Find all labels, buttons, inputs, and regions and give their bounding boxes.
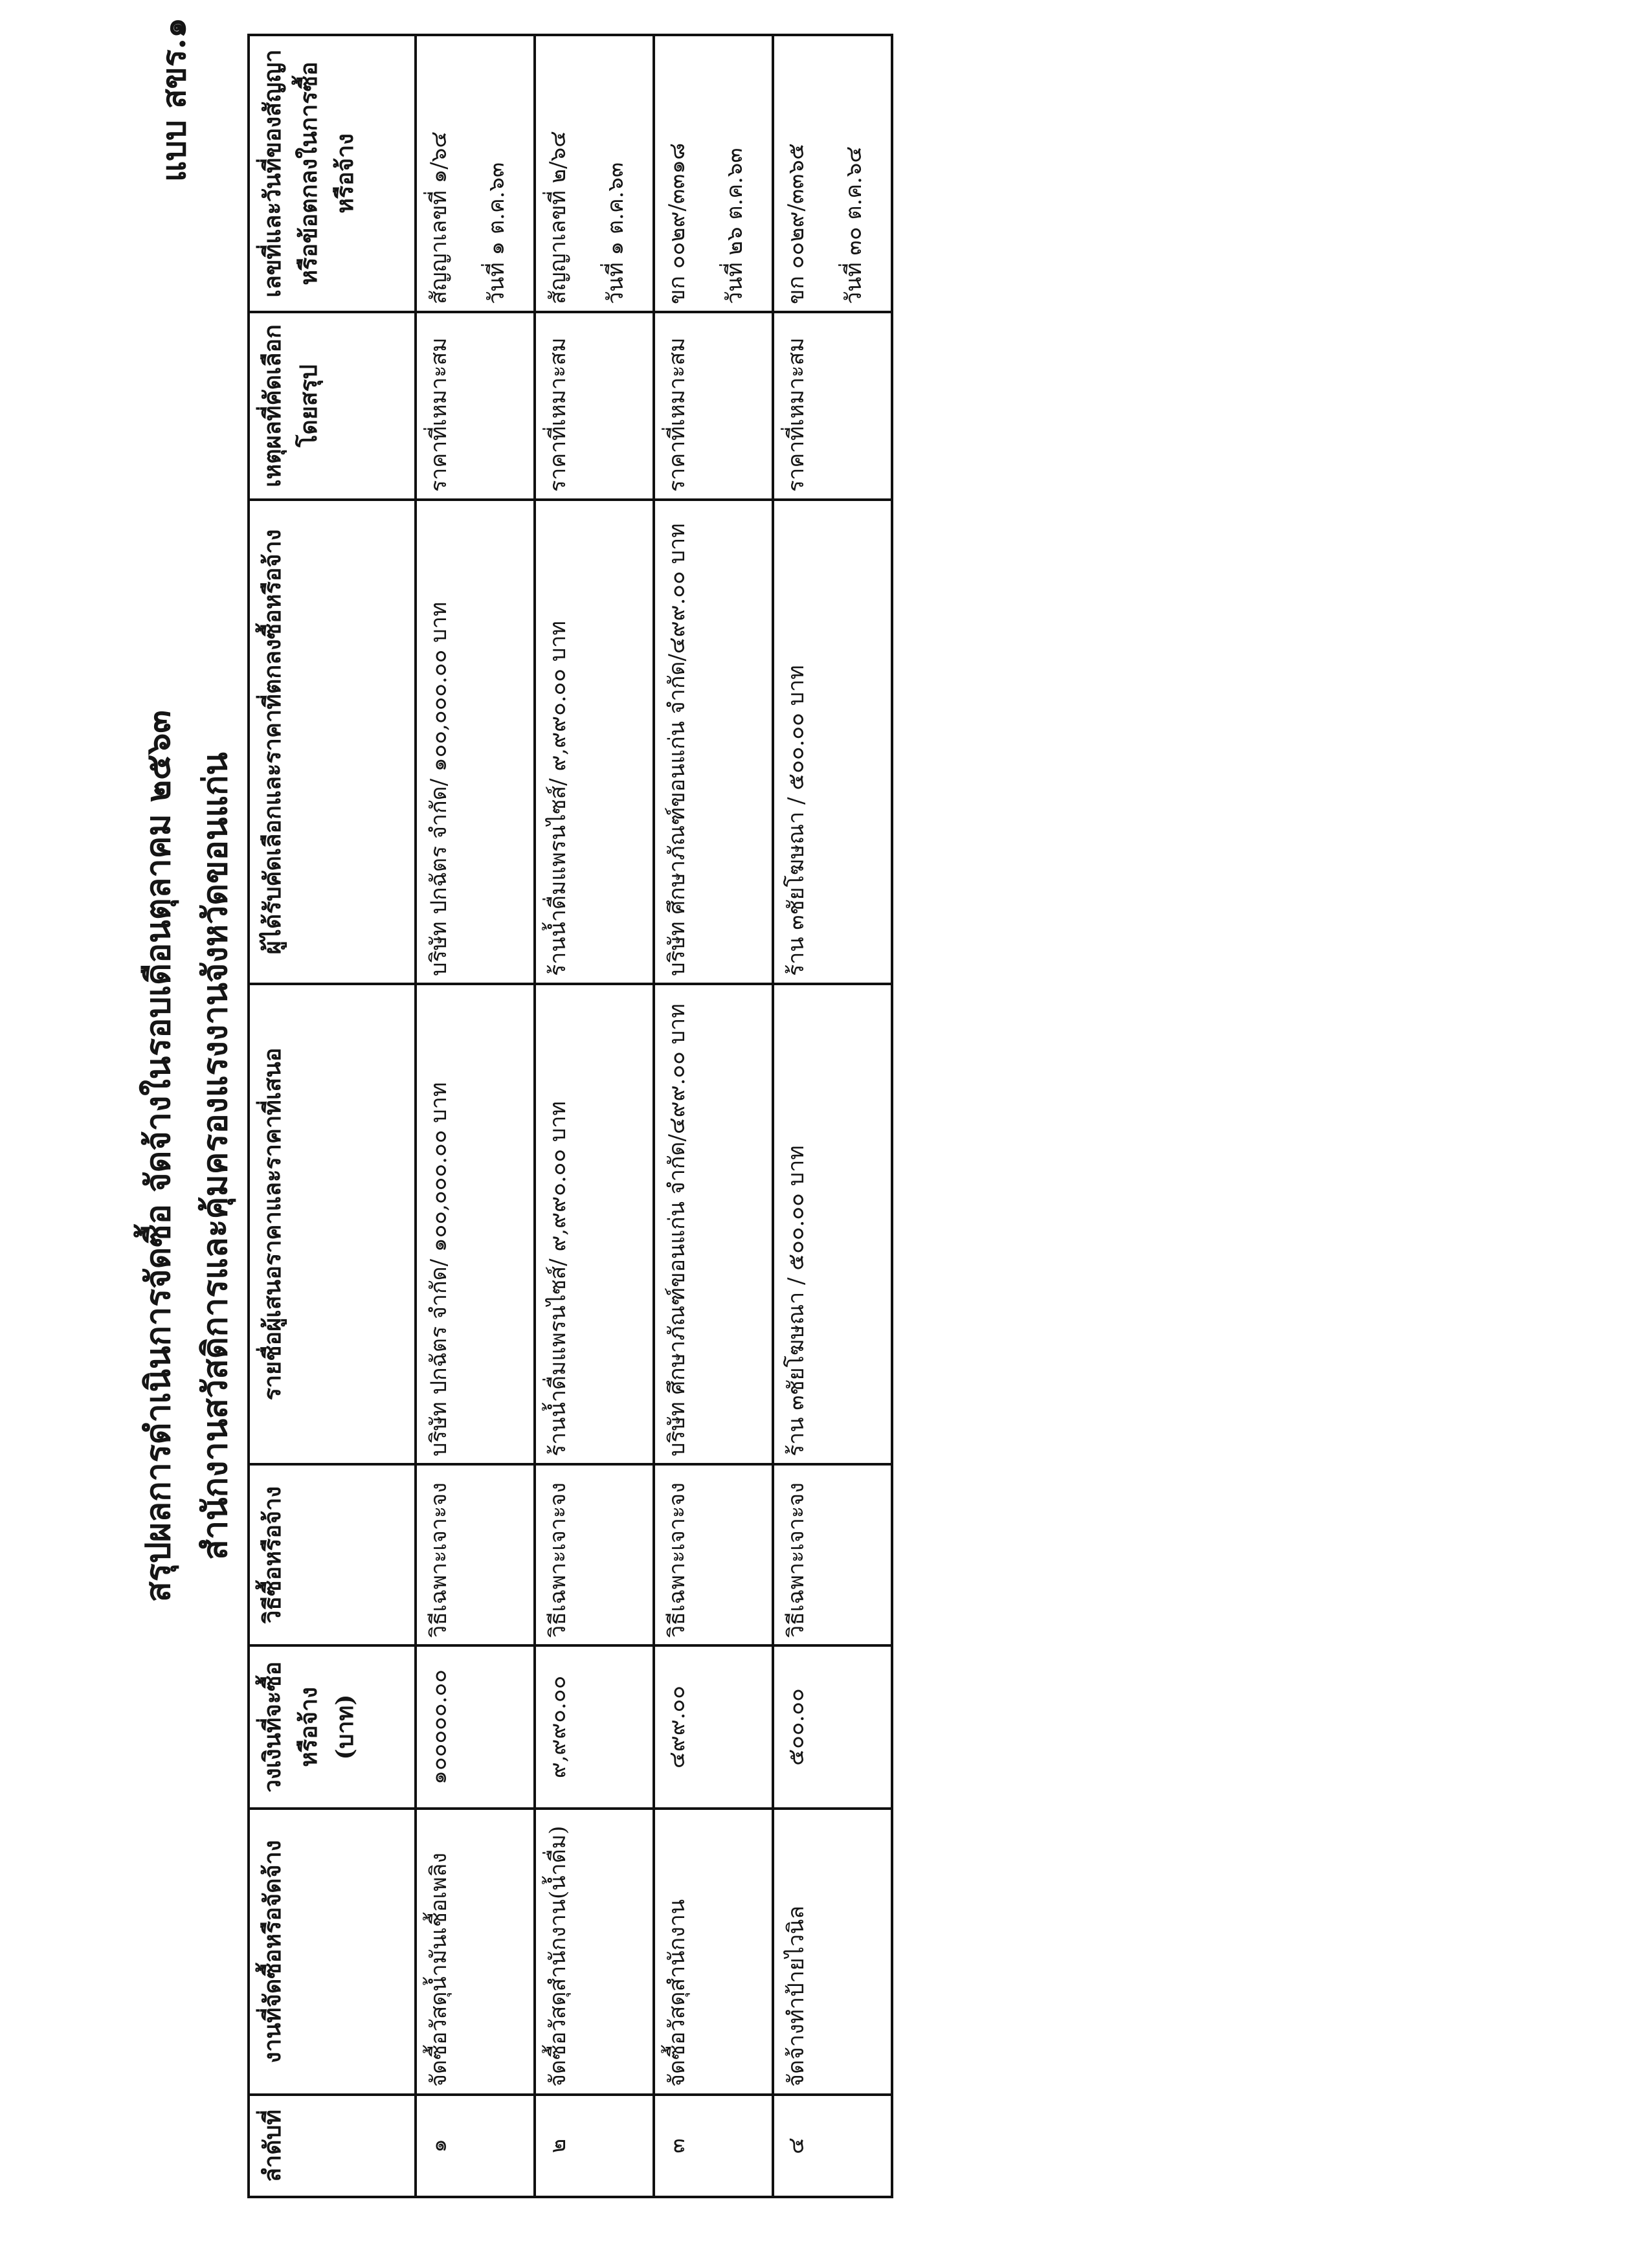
contract-number: สัญญาเลขที่ ๒/๖๔ bbox=[545, 131, 571, 304]
row-reason: ราคาที่เหมาะสม bbox=[535, 312, 654, 500]
row-bidders: ร้านน้ำดื่มแพรนไซส์/ ๙,๙๙๐.๐๐ บาท bbox=[535, 984, 654, 1464]
row-reason: ราคาที่เหมาะสม bbox=[773, 312, 892, 500]
row-method: วิธีเฉพาะเจาะจง bbox=[535, 1464, 654, 1645]
row-contract bbox=[416, 35, 535, 312]
row-winner: ร้านน้ำดื่มแพรนไซส์/ ๙,๙๙๐.๐๐ บาท bbox=[535, 500, 654, 984]
row-winner: บริษัท ปกฉัตร จำกัด/ ๑๐๐,๐๐๐.๐๐ บาท bbox=[416, 500, 535, 984]
header-contract: เลขที่และวันที่ของสัญญาหรือข้อตกลงในการซื้อหรือจ้าง bbox=[249, 35, 416, 312]
header-winner: ผู้ได้รับคัดเลือกและราคาที่ตกลงซื้อหรือจ้าง bbox=[249, 500, 416, 984]
row-method: วิธีเฉพาะเจาะจง bbox=[416, 1464, 535, 1645]
row-bidders: ร้าน ๓ชัยโฆษณา / ๕๐๐.๐๐ บาท bbox=[773, 984, 892, 1464]
row-contract bbox=[654, 35, 773, 312]
row-winner: ร้าน ๓ชัยโฆษณา / ๕๐๐.๐๐ บาท bbox=[773, 500, 892, 984]
row-contract bbox=[773, 35, 892, 312]
row-no: ๑ bbox=[416, 2095, 535, 2197]
contract-number: ขก ๐๐๒๙/๓๓๑๘ bbox=[664, 142, 690, 304]
header-no: ลำดับที่ bbox=[249, 2095, 416, 2197]
table-header bbox=[249, 35, 416, 2197]
contract-date: วันที่ ๒๖ ต.ค.๖๓ bbox=[721, 148, 748, 304]
header-budget: วงเงินที่จะซื้อหรือจ้าง (บาท) bbox=[249, 1645, 416, 1809]
row-contract bbox=[535, 35, 654, 312]
row-no: ๒ bbox=[535, 2095, 654, 2197]
row-budget: ๙,๙๙๐.๐๐ bbox=[535, 1645, 654, 1809]
row-reason: ราคาที่เหมาะสม bbox=[654, 312, 773, 500]
row-winner: บริษัท ศึกษาภัณฑ์ขอนแก่น จำกัด/๔๙๙.๐๐ บาท bbox=[654, 500, 773, 984]
contract-date: วันที่ ๑ ต.ค.๖๓ bbox=[602, 162, 629, 304]
row-method: วิธีเฉพาะเจาะจง bbox=[654, 1464, 773, 1645]
report-title: สรุปผลการดำเนินการจัดซื้อ จัดจ้างในรอบเดือนตุลาคม ๒๕๖๓ bbox=[139, 710, 178, 1602]
header-reason: เหตุผลที่คัดเลือกโดยสรุป bbox=[249, 312, 416, 500]
table-body bbox=[416, 35, 892, 2197]
header-work: งานที่จัดซื้อหรือจัดจ้าง bbox=[249, 1809, 416, 2095]
contract-date: วันที่ ๓๐ ต.ค.๖๔ bbox=[840, 146, 867, 304]
row-no: ๔ bbox=[773, 2095, 892, 2197]
report-subtitle: สำนักงานสวัสดิการและคุ้มครองแรงงานจังหวัดขอนแก่น bbox=[195, 752, 235, 1560]
row-work: จัดซื้อวัสดุน้ำมันเชื้อเพลิง bbox=[416, 1809, 535, 2095]
row-budget: ๑๐๐๐๐๐.๐๐ bbox=[416, 1645, 535, 1809]
contract-number: ขก ๐๐๒๙/๓๓๖๕ bbox=[783, 143, 809, 304]
table-row bbox=[535, 35, 654, 2197]
row-budget: ๕๐๐.๐๐ bbox=[773, 1645, 892, 1809]
row-bidders: บริษัท ศึกษาภัณฑ์ขอนแก่น จำกัด/๔๙๙.๐๐ บาท bbox=[654, 984, 773, 1464]
header-bidders: รายชื่อผู้เสนอราคาและราคาที่เสนอ bbox=[249, 984, 416, 1464]
row-work: จัดจ้างทำป้ายไวนิล bbox=[773, 1809, 892, 2095]
row-method: วิธีเฉพาะเจาะจง bbox=[773, 1464, 892, 1645]
row-reason: ราคาที่เหมาะสม bbox=[416, 312, 535, 500]
header-method: วิธีซื้อหรือจ้าง bbox=[249, 1464, 416, 1645]
table-row bbox=[773, 35, 892, 2197]
contract-date: วันที่ ๑ ต.ค.๖๓ bbox=[483, 162, 509, 304]
procurement-table bbox=[247, 34, 893, 2198]
row-budget: ๔๙๙.๐๐ bbox=[654, 1645, 773, 1809]
row-work: จัดซื้อวัสดุสำนักงาน bbox=[654, 1809, 773, 2095]
row-work: จัดซื้อวัสดุสำนักงาน(น้ำดื่ม) bbox=[535, 1809, 654, 2095]
table-row bbox=[654, 35, 773, 2197]
row-bidders: บริษัท ปกฉัตร จำกัด/ ๑๐๐,๐๐๐.๐๐ บาท bbox=[416, 984, 535, 1464]
row-no: ๓ bbox=[654, 2095, 773, 2197]
contract-number: สัญญาเลขที่ ๑/๖๔ bbox=[426, 131, 452, 304]
form-code: แบบ สขร.๑ bbox=[155, 17, 193, 182]
table-row bbox=[416, 35, 535, 2197]
